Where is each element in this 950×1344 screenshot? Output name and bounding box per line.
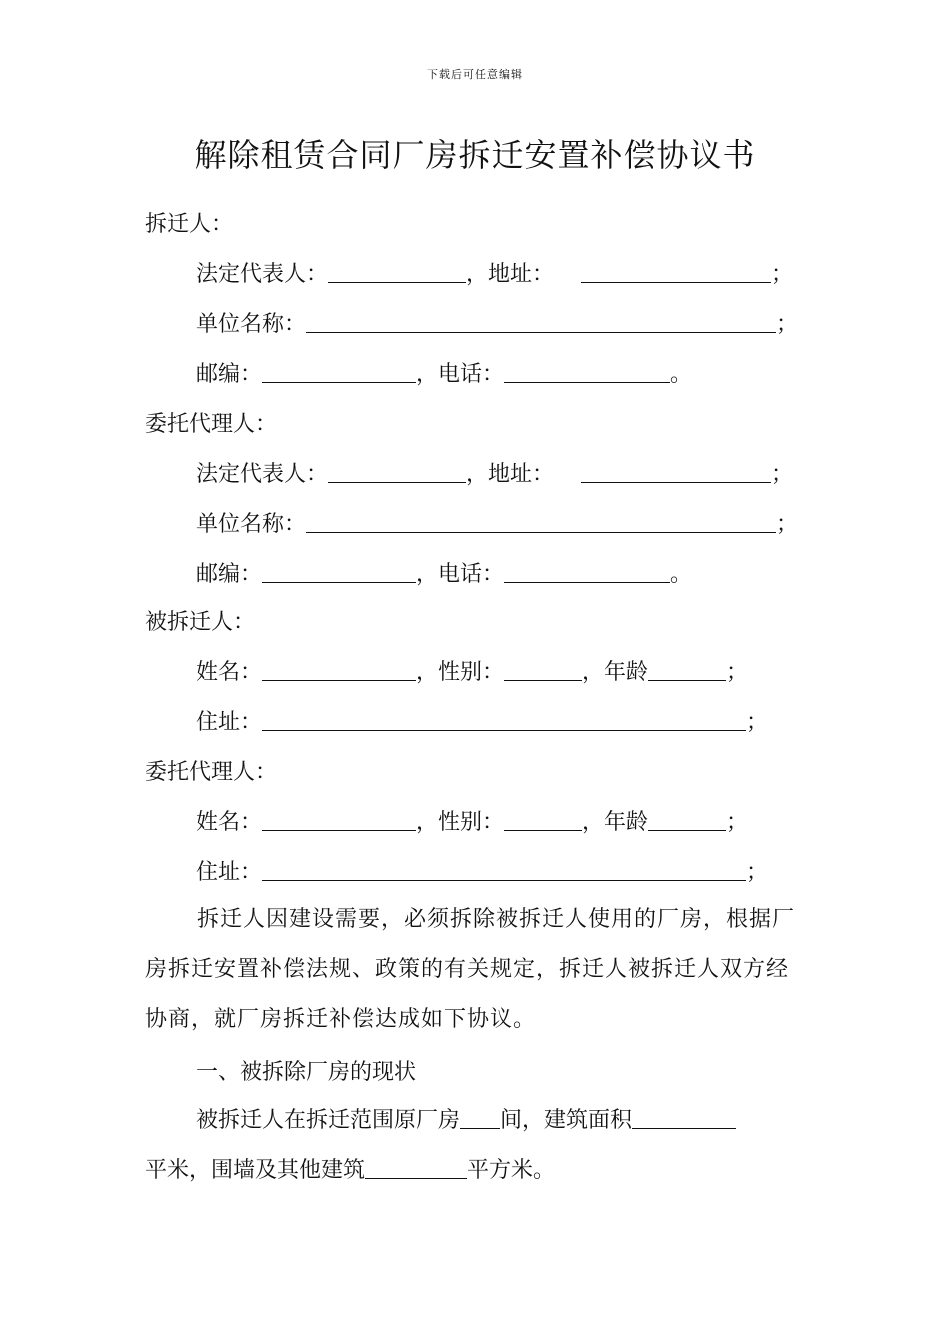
row-end: ； bbox=[746, 710, 769, 735]
page-header-note: 下载后可任意编辑 bbox=[427, 68, 523, 81]
gender-blank[interactable] bbox=[504, 810, 582, 831]
phone-sep: ，电话： bbox=[416, 562, 505, 587]
document-title: 解除租赁合同厂房拆迁安置补偿协议书 bbox=[194, 136, 756, 174]
rooms-blank[interactable] bbox=[460, 1108, 500, 1129]
party2-addr-row bbox=[196, 708, 768, 738]
name-label: 姓名： bbox=[196, 660, 263, 685]
age-blank[interactable] bbox=[648, 810, 726, 831]
s1-text-a: 被拆迁人在拆迁范围原厂房 bbox=[196, 1108, 461, 1133]
addr-sep: ，地址： bbox=[466, 262, 555, 287]
addr-sep: ，地址： bbox=[466, 462, 555, 487]
party1-agent-zip-row bbox=[196, 560, 692, 590]
unit-label: 单位名称： bbox=[196, 512, 307, 537]
party1-agent-heading: 委托代理人： bbox=[145, 412, 278, 437]
phone-sep: ，电话： bbox=[416, 362, 505, 387]
party2-agent-heading: 委托代理人： bbox=[145, 760, 278, 785]
row-end: ； bbox=[726, 810, 749, 835]
s1-text-d: 平方米。 bbox=[467, 1158, 556, 1183]
gender-sep: ，性别： bbox=[416, 810, 505, 835]
row-end: ； bbox=[771, 262, 794, 287]
rep-blank[interactable] bbox=[328, 462, 466, 483]
name-label: 姓名： bbox=[196, 810, 263, 835]
row-end: ； bbox=[776, 512, 799, 537]
area-blank[interactable] bbox=[632, 1108, 736, 1129]
row-end: ； bbox=[776, 312, 799, 337]
wall-area-blank[interactable] bbox=[365, 1158, 467, 1179]
rep-label: 法定代表人： bbox=[196, 462, 329, 487]
row-end: ； bbox=[726, 660, 749, 685]
age-sep: ，年龄 bbox=[582, 810, 649, 835]
addr-blank[interactable] bbox=[262, 860, 746, 881]
rep-label: 法定代表人： bbox=[196, 262, 329, 287]
name-blank[interactable] bbox=[262, 810, 416, 831]
party1-unit-row bbox=[196, 310, 798, 340]
addr-label: 住址： bbox=[196, 860, 263, 885]
s1-text-b: 间，建筑面积 bbox=[500, 1108, 633, 1133]
intro-paragraph: 拆迁人因建设需要，必须拆除被拆迁人使用的厂房，根据厂房拆迁安置补偿法规、政策的有关规定，拆迁人被拆迁人双方经协商，就厂房拆迁补偿达成如下协议。 bbox=[145, 907, 796, 1032]
section1-heading: 一、被拆除厂房的现状 bbox=[196, 1060, 417, 1085]
party1-agent-unit-row bbox=[196, 510, 798, 540]
gender-blank[interactable] bbox=[504, 660, 582, 681]
gender-sep: ，性别： bbox=[416, 660, 505, 685]
party2-name-row bbox=[196, 658, 748, 688]
party1-agent-rep-row bbox=[196, 460, 793, 490]
party1-rep-row bbox=[196, 260, 793, 290]
phone-blank[interactable] bbox=[504, 362, 670, 383]
unit-label: 单位名称： bbox=[196, 312, 307, 337]
zip-blank[interactable] bbox=[262, 362, 416, 383]
party1-zip-row bbox=[196, 360, 692, 390]
phone-blank[interactable] bbox=[504, 562, 670, 583]
party2-agent-addr-row bbox=[196, 858, 768, 888]
party1-heading: 拆迁人： bbox=[145, 212, 234, 237]
section1-row1 bbox=[196, 1106, 736, 1136]
age-blank[interactable] bbox=[648, 660, 726, 681]
zip-blank[interactable] bbox=[262, 562, 416, 583]
zip-label: 邮编： bbox=[196, 562, 263, 587]
addr-blank[interactable] bbox=[581, 462, 771, 483]
addr-blank[interactable] bbox=[262, 710, 746, 731]
section1-row2 bbox=[145, 1156, 555, 1186]
name-blank[interactable] bbox=[262, 660, 416, 681]
unit-blank[interactable] bbox=[306, 512, 776, 533]
addr-blank[interactable] bbox=[581, 262, 771, 283]
zip-label: 邮编： bbox=[196, 362, 263, 387]
row-end: ； bbox=[771, 462, 794, 487]
addr-label: 住址： bbox=[196, 710, 263, 735]
row-end: ； bbox=[746, 860, 769, 885]
party2-heading: 被拆迁人： bbox=[145, 610, 256, 635]
rep-blank[interactable] bbox=[328, 262, 466, 283]
party2-agent-name-row bbox=[196, 808, 748, 838]
row-end: 。 bbox=[670, 362, 693, 387]
age-sep: ，年龄 bbox=[582, 660, 649, 685]
s1-text-c: 平米，围墙及其他建筑 bbox=[145, 1158, 366, 1183]
row-end: 。 bbox=[670, 562, 693, 587]
unit-blank[interactable] bbox=[306, 312, 776, 333]
